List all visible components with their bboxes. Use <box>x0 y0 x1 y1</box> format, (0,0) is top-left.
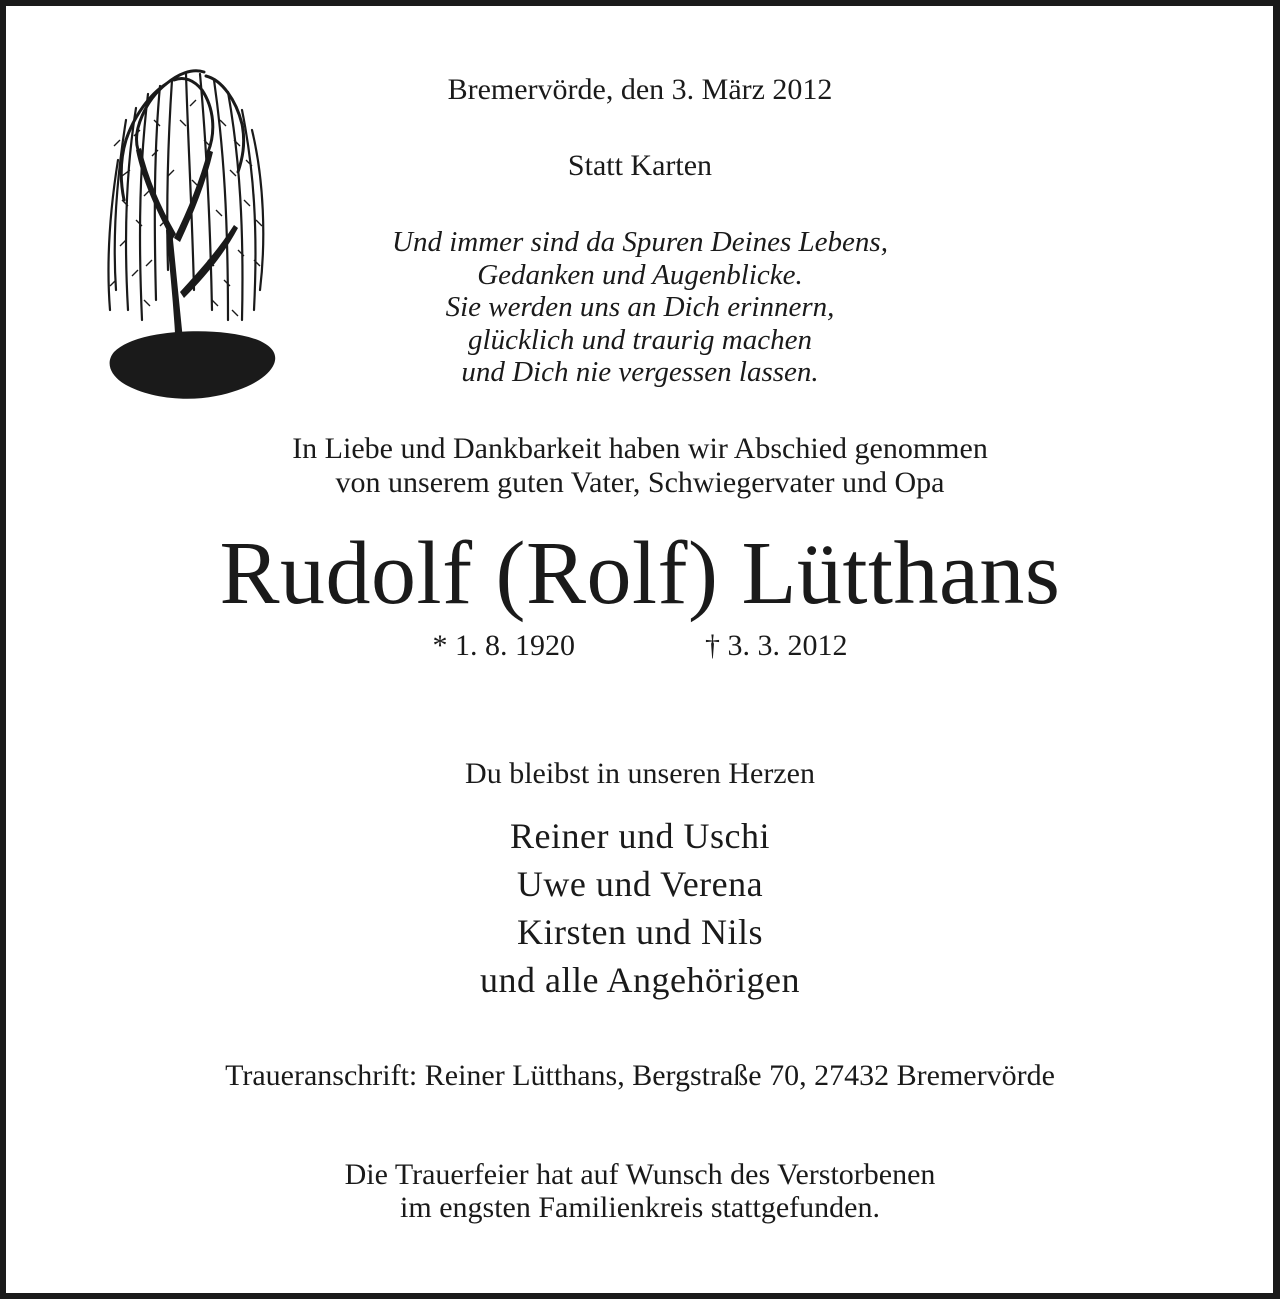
poem-line: glücklich und traurig machen <box>468 323 812 356</box>
deceased-name: Rudolf (Rolf) Lütthans <box>219 524 1061 623</box>
poem-line: Sie werden uns an Dich erinnern, <box>445 291 835 323</box>
birth-date: * 1. 8. 1920 <box>432 629 575 662</box>
mourning-address: Traueranschrift: Reiner Lütthans, Bergstraße 70, 27432 Bremervörde <box>225 1059 1055 1092</box>
intro-line: In Liebe und Dankbarkeit haben wir Abschied genommen <box>292 432 988 465</box>
life-dates <box>0 628 1280 664</box>
ceremony-line: im engsten Familienkreis stattgefunden. <box>400 1191 880 1224</box>
poem <box>0 226 1280 389</box>
remembrance-line: Du bleibst in unseren Herzen <box>465 757 815 790</box>
mourner-line: und alle Angehörigen <box>480 960 800 1000</box>
ceremony-line: Die Trauerfeier hat auf Wunsch des Verstorbenen <box>344 1158 936 1191</box>
mourners-list <box>0 812 1280 1004</box>
mourner-line: Kirsten und Nils <box>517 912 763 952</box>
mourner-line: Uwe und Verena <box>516 864 764 904</box>
place-and-date: Bremervörde, den 3. März 2012 <box>447 73 833 106</box>
poem-line: und Dich nie vergessen lassen. <box>461 356 819 388</box>
farewell-intro <box>0 432 1280 500</box>
death-date: † 3. 3. 2012 <box>705 629 848 662</box>
statt-karten: Statt Karten <box>567 149 713 182</box>
ceremony-note <box>0 1158 1280 1224</box>
poem-line: Gedanken und Augenblicke. <box>477 258 803 291</box>
intro-line: von unserem guten Vater, Schwiegervater und Opa <box>335 466 945 499</box>
poem-line: Und immer sind da Spuren Deines Lebens, <box>392 226 888 258</box>
mourner-line: Reiner und Uschi <box>510 816 770 856</box>
